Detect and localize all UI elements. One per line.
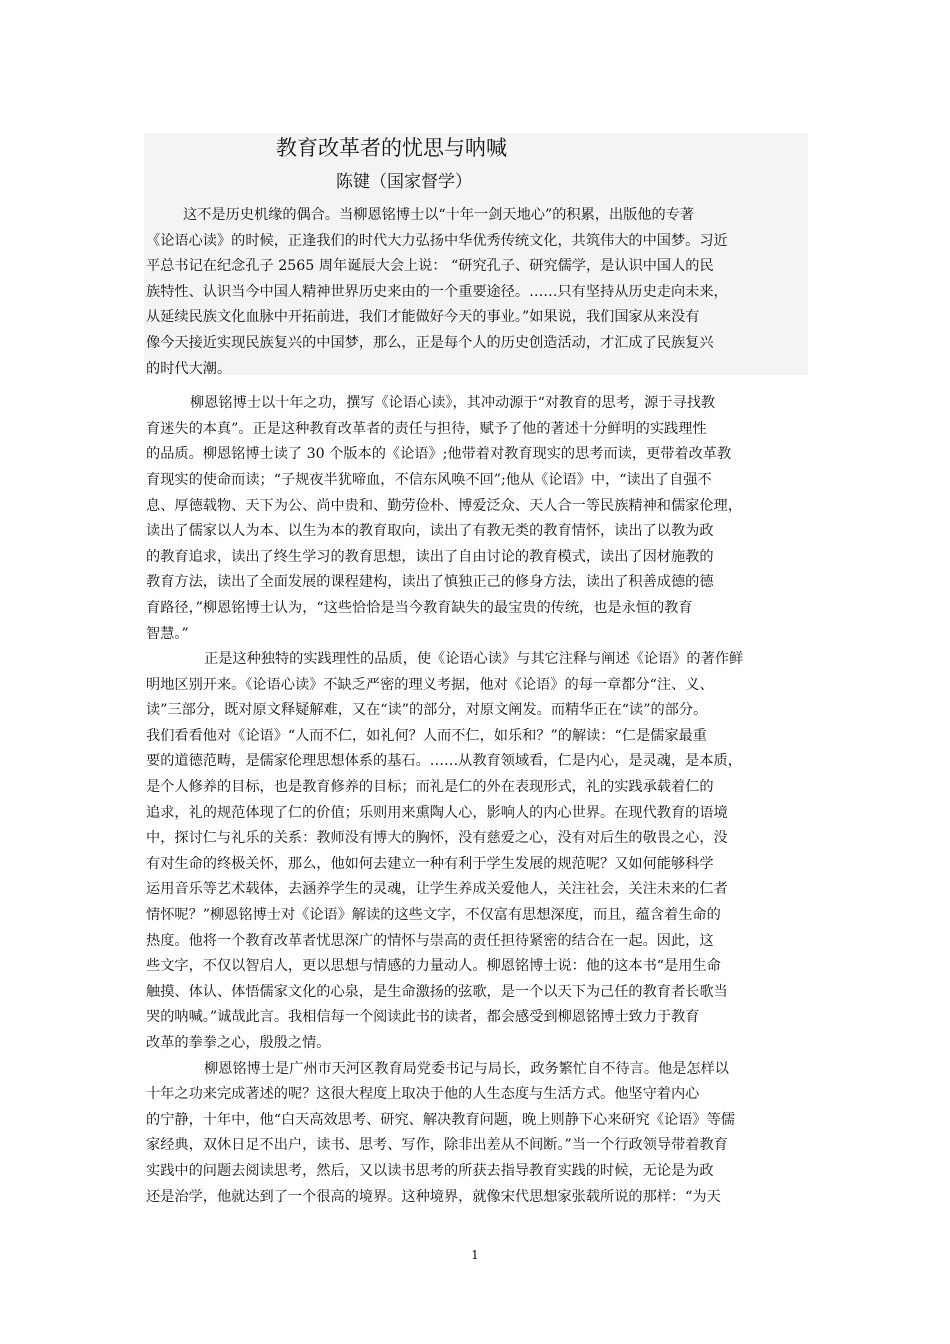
page-number: 1 [471,1248,479,1262]
text-line: 触摸、体认、体悟儒家文化的心泉，是生命激扬的弦歌，是一个以天下为己任的教育者长歌当 [146,983,728,1000]
text-line: 柳恩铭博士是广州市天河区教育局党委书记与局长，政务繁忙自不待言。他是怎样以 [204,1060,729,1077]
text-line: 的时代大潮。 [146,360,232,377]
text-line: 息、厚德载物、天下为公、尚中贵和、勤劳俭朴、博爱泛众、天人合一等民族精神和儒家伦理， [146,497,742,514]
text-line: 有对生命的终极关怀，那么，他如何去建立一种有利于学生发展的规范呢？又如何能够科学 [146,855,714,872]
text-line: 智慧。” [146,625,189,642]
text-line: 的品质。柳恩铭博士读了 30 个版本的《论语》;他带着对教育现实的思考而读，更带着改革教 [146,446,732,463]
text-line: 热度。他将一个教育改革者忧思深广的情怀与崇高的责任担待紧密的结合在一起。因此，这 [146,932,714,949]
text-line: 十年之功来完成著述的呢？这很大程度上取决于他的人生态度与生活方式。他坚守着内心 [146,1086,700,1103]
paragraph-2 [146,391,810,647]
paragraph-3 [146,647,810,1057]
text-line: 像今天接近实现民族复兴的中国梦，那么，正是每个人的历史创造活动，才汇成了民族复兴 [146,334,714,351]
text-line: 还是治学，他就达到了一个很高的境界。这种境界，就像宋代思想家张载所说的那样：“为天 [146,1188,721,1205]
paragraph-4 [146,1057,810,1211]
text-line: 哭的呐喊。”诚哉此言。我相信每一个阅读此书的读者，都会感受到柳恩铭博士致力于教育 [146,1009,700,1026]
text-line: 的教育追求，读出了终生学习的教育思想，读出了自由讨论的教育模式，读出了因材施教的 [146,548,714,565]
text-line: 这不是历史机缘的偶合。当柳恩铭博士以“十年一剑天地心”的积累，出版他的专著 [183,207,695,223]
text-line: 育路径，”柳恩铭博士认为，“这些恰恰是当今教育缺失的最宝贵的传统，也是永恒的教育 [146,599,693,616]
text-line: 柳恩铭博士以十年之功，撰写《论语心读》，其冲动源于“对教育的思考，源于寻找教 [190,395,716,412]
text-line: 是个人修养的目标，也是教育修养的目标；而礼是仁的外在表现形式，礼的实践承载着仁的 [146,779,714,796]
text-line: 情怀呢？”柳恩铭博士对《论语》解读的这些文字，不仅富有思想深度，而且，蕴含着生命的 [146,907,721,924]
text-line: 读”三部分，既对原文释疑解难，又在“读”的部分，对原文阐发。而精华正在“读”的部分。 [146,702,708,719]
text-line: 明地区别开来。《论语心读》不缺乏严密的理义考据，他对《论语》的每一章都分“注、义、 [146,676,714,693]
text-line: 从延续民族文化血脉中开拓前进，我们才能做好今天的事业。”如果说，我们国家从来没有 [146,309,700,326]
text-line: 家经典，双休日足不出户，读书、思考、写作，除非出差从不间断。”当一个行政领导带着教育 [146,1137,728,1154]
text-line: 教育方法，读出了全面发展的课程建构，读出了慎独正己的修身方法，读出了积善成德的德 [146,574,714,591]
text-line: 的宁静，十年中，他“白天高效思考、研究、解决教育问题，晚上则静下心来研究《论语》等儒 [146,1111,735,1128]
text-line: 追求，礼的规范体现了仁的价值；乐则用来熏陶人心，影响人的内心世界。在现代教育的语境 [146,804,728,821]
paragraph-1 [146,203,810,382]
text-line: 我们看看他对《论语》“人而不仁，如礼何？人而不仁，如乐和？”的解读：“仁是儒家最重 [146,727,707,744]
text-line: 正是这种独特的实践理性的品质，使《论语心读》与其它注释与阐述《论语》的著作鲜 [204,651,744,668]
text-line: 改革的拳拳之心，殷殷之情。 [146,1035,331,1051]
page-title: 教育改革者的忧思与呐喊 [276,136,507,160]
text-line: 读出了儒家以人为本、以生为本的教育取向，读出了有教无类的教育情怀，读出了以教为政 [146,523,714,540]
article-body [146,203,810,1210]
text-line: 运用音乐等艺术载体，去涵养学生的灵魂，让学生养成关爱他人，关注社会，关注未来的仁者 [146,881,728,898]
text-line: 族特性、认识当今中国人精神世界历史来由的一个重要途径。……只有坚持从历史走向未来， [146,283,728,300]
text-line: 育迷失的本真”。正是这种教育改革者的责任与担待，赋予了他的著述十分鲜明的实践理性 [146,420,707,437]
text-line: 中，探讨仁与礼乐的关系：教师没有博大的胸怀，没有慈爱之心，没有对后生的敬畏之心，没 [146,830,728,847]
text-line: 些文字，不仅以智启人，更以思想与情感的力量动人。柳恩铭博士说：他的这本书“是用生命 [146,958,721,975]
text-line: 平总书记在纪念孔子 2565 周年诞辰大会上说： “研究孔子、研究儒学，是认识中国人的民 [146,258,714,275]
text-line: 育现实的使命而读；“子规夜半犹啼血，不信东风唤不回”;他从《论语》中，“读出了自强不 [146,471,712,488]
text-line: 《论语心读》的时候，正逢我们的时代大力弘扬中华优秀传统文化，共筑伟大的中国梦。习近 [146,232,728,249]
text-line: 实践中的问题去阅读思考，然后，又以读书思考的所获去指导教育实践的时候，无论是为政 [146,1162,714,1179]
author-line: 陈键（国家督学） [336,172,472,192]
text-line: 要的道德范畴，是儒家伦理思想体系的基石。……从教育领域看，仁是内心，是灵魂，是本质， [146,753,742,770]
